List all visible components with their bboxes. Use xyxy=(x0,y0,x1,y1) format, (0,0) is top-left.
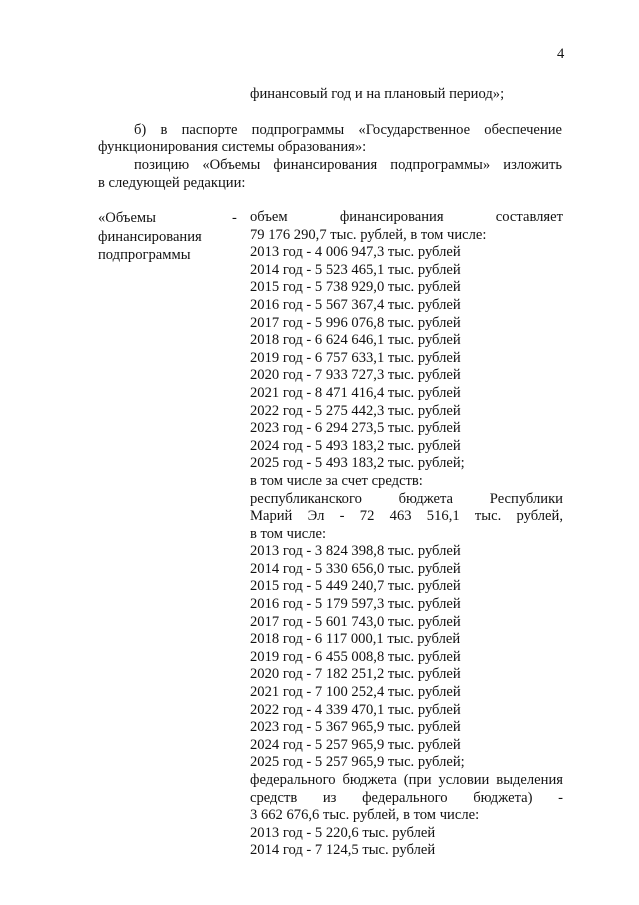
paragraph-b-line-2: функционирования системы образования»: xyxy=(98,139,367,155)
sources-intro: в том числе за счет средств: xyxy=(250,472,423,489)
funding-label-line-3: подпрограммы xyxy=(98,247,191,263)
total-year-row: 2023 год - 6 294 273,5 тыс. рублей xyxy=(250,420,461,437)
total-year-row: 2014 год - 5 523 465,1 тыс. рублей xyxy=(250,261,461,278)
federal-year-row: 2013 год - 5 220,6 тыс. рублей xyxy=(250,824,436,841)
funding-label-line-1: «Объемы xyxy=(98,210,156,226)
total-year-row: 2017 год - 5 996 076,8 тыс. рублей xyxy=(250,314,461,331)
funding-label xyxy=(98,209,238,265)
funding-details xyxy=(250,209,563,860)
paragraph-b-line-1: б) в паспорте подпрограммы «Государственное обеспечение xyxy=(134,122,562,138)
republic-year-row: 2015 год - 5 449 240,7 тыс. рублей xyxy=(250,578,461,595)
federal-line-2: средств из федерального бюджета) - xyxy=(250,789,563,806)
label-dash: - xyxy=(232,210,237,226)
total-line-1: объем финансирования составляет xyxy=(250,209,563,225)
total-line-2: 79 176 290,7 тыс. рублей, в том числе: xyxy=(250,226,487,243)
republic-year-row: 2019 год - 6 455 008,8 тыс. рублей xyxy=(250,648,461,665)
total-year-row: 2016 год - 5 567 367,4 тыс. рублей xyxy=(250,296,461,313)
total-year-row: 2020 год - 7 933 727,3 тыс. рублей xyxy=(250,367,461,384)
federal-line-3: 3 662 676,6 тыс. рублей, в том числе: xyxy=(250,807,480,824)
republic-year-row: 2018 год - 6 117 000,1 тыс. рублей xyxy=(250,631,461,648)
republic-line-3: в том числе: xyxy=(250,525,327,542)
total-years xyxy=(250,244,563,473)
total-year-row: 2021 год - 8 471 416,4 тыс. рублей xyxy=(250,384,461,401)
total-year-row: 2025 год - 5 493 183,2 тыс. рублей; xyxy=(250,455,465,472)
republic-year-row: 2016 год - 5 179 597,3 тыс. рублей xyxy=(250,596,461,613)
republic-years xyxy=(250,543,563,772)
republic-year-row: 2020 год - 7 182 251,2 тыс. рублей xyxy=(250,666,461,683)
federal-line-1: федерального бюджета (при условии выделения xyxy=(250,772,563,788)
total-year-row: 2024 год - 5 493 183,2 тыс. рублей xyxy=(250,437,461,454)
federal-years xyxy=(250,825,563,860)
republic-year-row: 2017 год - 5 601 743,0 тыс. рублей xyxy=(250,613,461,630)
page-number: 4 xyxy=(557,46,565,62)
total-year-row: 2018 год - 6 624 646,1 тыс. рублей xyxy=(250,332,461,349)
paragraph-position-line-1: позицию «Объемы финансирования подпрограммы» изложить xyxy=(134,157,562,173)
republic-line-2: Марий Эл - 72 463 516,1 тыс. рублей, xyxy=(250,508,563,525)
total-year-row: 2022 год - 5 275 442,3 тыс. рублей xyxy=(250,402,461,419)
funding-label-line-2: финансирования xyxy=(98,228,202,245)
republic-year-row: 2022 год - 4 339 470,1 тыс. рублей xyxy=(250,701,461,718)
republic-year-row: 2023 год - 5 367 965,9 тыс. рублей xyxy=(250,719,461,736)
paragraph-position-line-2: в следующей редакции: xyxy=(98,175,246,191)
intro-line: финансовый год и на плановый период»; xyxy=(250,86,505,102)
republic-line-1: республиканского бюджета Республики xyxy=(250,490,563,507)
republic-year-row: 2021 год - 7 100 252,4 тыс. рублей xyxy=(250,684,461,701)
republic-year-row: 2024 год - 5 257 965,9 тыс. рублей xyxy=(250,736,461,753)
total-year-row: 2013 год - 4 006 947,3 тыс. рублей xyxy=(250,244,461,261)
federal-year-row: 2014 год - 7 124,5 тыс. рублей xyxy=(250,842,436,859)
republic-year-row: 2025 год - 5 257 965,9 тыс. рублей; xyxy=(250,754,465,771)
republic-year-row: 2014 год - 5 330 656,0 тыс. рублей xyxy=(250,560,461,577)
total-year-row: 2019 год - 6 757 633,1 тыс. рублей xyxy=(250,349,461,366)
total-year-row: 2015 год - 5 738 929,0 тыс. рублей xyxy=(250,279,461,296)
republic-year-row: 2013 год - 3 824 398,8 тыс. рублей xyxy=(250,543,461,560)
